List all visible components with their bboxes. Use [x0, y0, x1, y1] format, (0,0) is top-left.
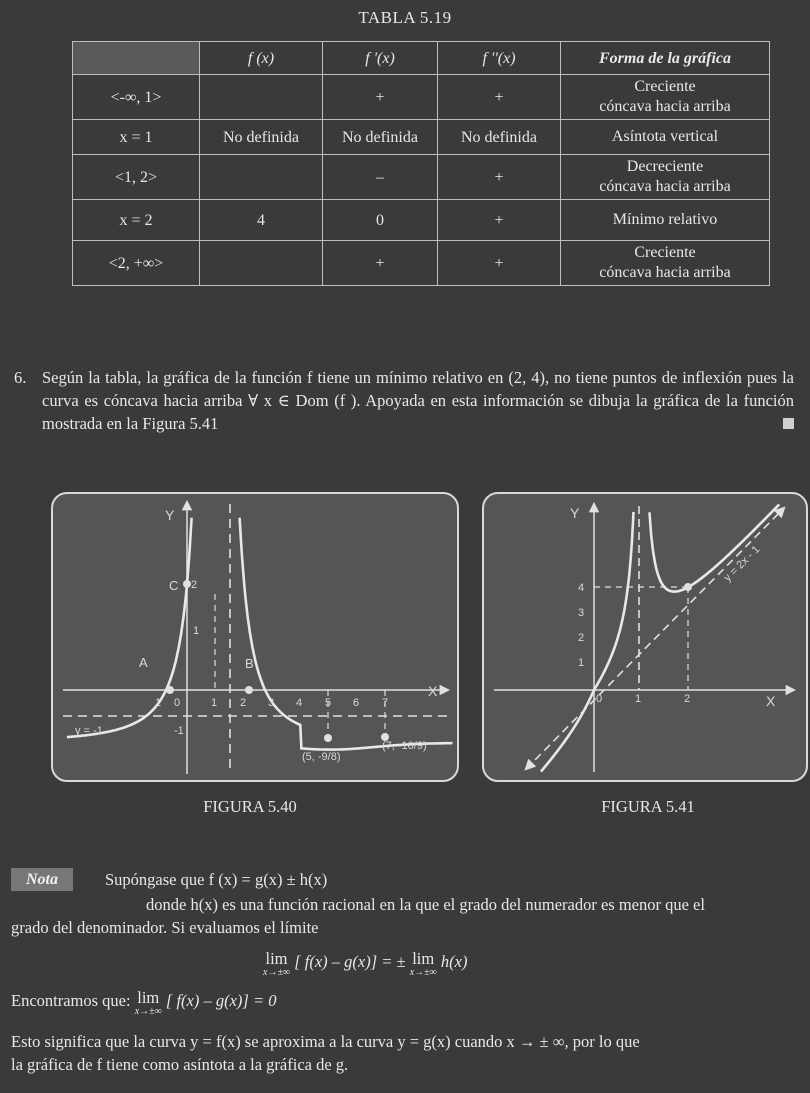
header-f: f (x) [200, 42, 323, 75]
cell-f: 4 [200, 200, 323, 241]
eq1-body: [ f(x) – g(x)] = ± [294, 952, 406, 971]
cell-f1: + [323, 75, 438, 120]
figure-5-41-plot [484, 494, 806, 780]
limit-operator [409, 949, 437, 980]
point-b [245, 686, 253, 694]
asymptote-label: y = -1 [75, 725, 103, 737]
point-a [166, 686, 174, 694]
x-tick: 1 [155, 697, 162, 709]
figure-5-41-caption: FIGURA 5.41 [601, 797, 695, 816]
x-tick: 0 [174, 697, 181, 709]
cell-f [200, 155, 323, 200]
point-b-label: B [245, 656, 254, 671]
x-tick: 6 [353, 697, 360, 709]
y-axis-label: Y [165, 507, 175, 523]
cell-f: No definida [200, 120, 323, 155]
y-tick: 3 [578, 607, 585, 619]
lim-text: lim [412, 949, 435, 968]
x-tick: 0 [596, 693, 603, 705]
end-square-icon [783, 418, 794, 429]
point-c-label: C [169, 578, 179, 593]
table-row [73, 120, 770, 155]
equation-1 [263, 950, 467, 980]
curve-left-branch [541, 512, 634, 772]
cell-f2: + [438, 155, 561, 200]
y-tick: 1 [578, 657, 585, 669]
paragraph-6 [14, 366, 794, 435]
lim-sub: x→±∞ [134, 1006, 162, 1017]
x-tick: 5 [325, 697, 332, 709]
shape-line1: Decreciente [626, 158, 704, 175]
x-tick: 7 [382, 697, 389, 709]
curve-left-branch [67, 518, 192, 737]
cell-f2: + [438, 241, 561, 286]
y-tick: 4 [578, 582, 585, 594]
cell-f1: + [323, 241, 438, 286]
min-annotation: (5, -9/8) [302, 751, 341, 763]
shape-line2: cóncava hacia arriba [599, 178, 731, 195]
figure-5-40-plot [53, 494, 457, 780]
y-axis-label: Y [570, 505, 580, 521]
cell-interval: x = 2 [73, 200, 200, 241]
limit-operator [263, 949, 291, 980]
eq2-body: [ f(x) – g(x)] = 0 [165, 991, 277, 1010]
note-line-2: donde h(x) es una función racional en la que el grado del numerador es menor que el [146, 895, 705, 914]
x-tick: 1 [635, 693, 642, 705]
cell-shape [561, 155, 770, 200]
x-axis-label: X [766, 693, 776, 709]
figure-5-41 [482, 492, 808, 782]
table-header-row [73, 42, 770, 75]
asymptote-label: y = 2x - 1 [721, 543, 763, 585]
note-line-1: Supóngase que f (x) = g(x) ± h(x) [105, 870, 328, 889]
point-a-label: A [139, 655, 148, 670]
note-label: Nota [11, 868, 73, 891]
cell-shape: Mínimo relativo [561, 200, 770, 241]
x-tick: 4 [296, 697, 303, 709]
shape-line2: cóncava hacia arriba [599, 264, 731, 281]
header-empty [73, 42, 200, 75]
table-row [73, 200, 770, 241]
x-tick: 2 [684, 693, 691, 705]
table-row [73, 241, 770, 286]
x-tick: 3 [268, 697, 275, 709]
cell-shape [561, 75, 770, 120]
cell-f1: No definida [323, 120, 438, 155]
sign-table [72, 41, 770, 286]
paragraph-text: Según la tabla, la gráfica de la función f tiene un mínimo relativo en (2, 4), no tiene puntos de inflexión pues la curva es cóncava hacia arriba ∀ x ∈ Dom (f ). Apoyada en esta información se dibuja la gráfica de la función mostrada en la Figura 5.41 [42, 368, 794, 433]
cell-shape [561, 241, 770, 286]
cell-f2: No definida [438, 120, 561, 155]
shape-line1: Creciente [634, 244, 696, 261]
cell-interval: <2, +∞> [73, 241, 200, 286]
point-c [183, 580, 191, 588]
note-line-5: Esto significa que la curva y = f(x) se aproxima a la curva y = g(x) cuando x → ± ∞, por lo que [11, 1032, 640, 1051]
header-shape: Forma de la gráfica [561, 42, 770, 75]
shape-line1: Creciente [634, 78, 696, 95]
point-min [324, 734, 332, 742]
note-line-3: grado del denominador. Si evaluamos el límite [11, 918, 319, 937]
shape-line2: cóncava hacia arriba [599, 98, 731, 115]
cell-f [200, 241, 323, 286]
cell-f2: + [438, 200, 561, 241]
table-title: TABLA 5.19 [358, 8, 452, 27]
eq1-tail: h(x) [440, 952, 468, 971]
paragraph-number: 6. [14, 368, 27, 387]
point-min [684, 583, 692, 591]
curve-right-branch [240, 518, 453, 750]
cell-f [200, 75, 323, 120]
x-tick: 2 [240, 697, 247, 709]
table-row [73, 155, 770, 200]
cell-shape: Asíntota vertical [561, 120, 770, 155]
oblique-asymptote [526, 508, 784, 769]
y-tick: 1 [193, 625, 200, 637]
y-tick: 2 [191, 579, 198, 591]
cell-interval: x = 1 [73, 120, 200, 155]
point7-annotation: (7, -10/9) [382, 740, 427, 752]
lim-sub: x→±∞ [409, 967, 437, 978]
x-tick: 1 [211, 697, 218, 709]
note-line-6: la gráfica de f tiene como asíntota a la gráfica de g. [11, 1055, 349, 1074]
y-tick: -1 [174, 725, 184, 737]
lim-text: lim [265, 949, 288, 968]
cell-f1: – [323, 155, 438, 200]
x-axis-label: X [428, 683, 438, 699]
cell-f2: + [438, 75, 561, 120]
table-row [73, 75, 770, 120]
cell-interval: <-∞, 1> [73, 75, 200, 120]
header-f1: f '(x) [323, 42, 438, 75]
figure-5-40-caption: FIGURA 5.40 [203, 797, 297, 816]
line4-prefix: Encontramos que: [11, 991, 131, 1010]
note-line-4 [11, 989, 276, 1019]
y-tick: 2 [578, 632, 585, 644]
header-f2: f ''(x) [438, 42, 561, 75]
lim-sub: x→±∞ [263, 967, 291, 978]
lim-text: lim [137, 988, 160, 1007]
figure-5-40 [51, 492, 459, 782]
cell-interval: <1, 2> [73, 155, 200, 200]
limit-operator [134, 988, 162, 1019]
paragraph-text-block [42, 366, 794, 435]
cell-f1: 0 [323, 200, 438, 241]
